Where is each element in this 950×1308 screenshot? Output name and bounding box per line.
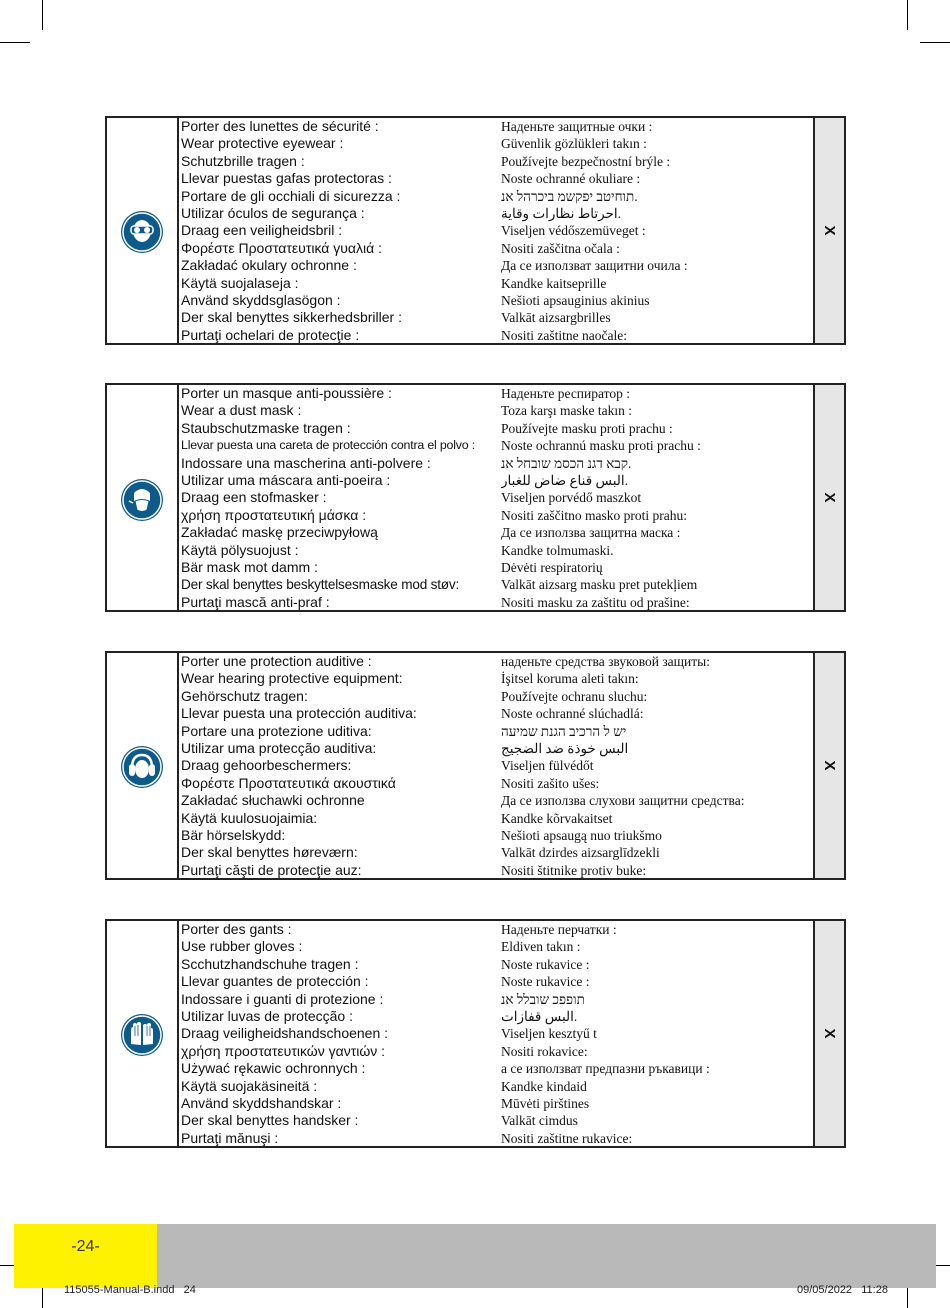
- safety-panel-gloves: [105, 919, 846, 1148]
- crop-mark: [42, 0, 43, 30]
- instruction-line: Llevar guantes de protección :: [181, 973, 369, 990]
- footer-bar: [14, 1224, 936, 1288]
- ear-protection-icon: [121, 746, 163, 788]
- instruction-line: Zakładać okulary ochronne :: [181, 257, 357, 274]
- instruction-line: Nositi zašito ušes:: [501, 775, 600, 791]
- dust-mask-icon: [121, 479, 163, 521]
- crop-mark: [907, 0, 908, 30]
- instructions-column-left: [181, 921, 501, 1147]
- x-mark: X: [821, 760, 838, 771]
- instruction-line: Llevar puesta una careta de protección contra el polvo :: [181, 438, 475, 453]
- instruction-line: Güvenlik gözlükleri takın :: [501, 136, 647, 152]
- instruction-line: Φορέστε Προστατευτικά ακουστικά: [181, 774, 396, 791]
- mark-cell: [813, 921, 844, 1146]
- instruction-line: Indossare i guanti di protezione :: [181, 990, 384, 1007]
- instructions-column-right: [501, 118, 817, 344]
- safety-panel-ear-protection: [105, 651, 846, 880]
- instruction-line: Bär mask mot damm :: [181, 558, 318, 575]
- instruction-line: Valkāt dzirdes aizsarglīdzekli: [501, 845, 660, 861]
- instruction-line: Да се използват защитни очила :: [501, 258, 688, 274]
- instruction-line: Purtaţi ochelari de protecţie :: [181, 326, 360, 343]
- instruction-line: Viseljen védőszemüveget :: [501, 223, 646, 239]
- x-mark: X: [821, 1028, 838, 1039]
- instruction-line: Mūvėti pirštines: [501, 1095, 590, 1111]
- instruction-line: Käytä kuulosuojaimia:: [181, 809, 318, 826]
- protective-gloves-icon: [121, 1014, 163, 1056]
- instruction-line: Наденьте перчатки :: [501, 922, 617, 937]
- instruction-line: Indossare una mascherina anti-polvere :: [181, 454, 431, 471]
- instruction-line: Draag een veiligheidsbril :: [181, 222, 343, 239]
- instruction-line: Nositi zaštitne naočale:: [501, 327, 627, 343]
- instruction-line: Nositi masku za zaštitu od prašine:: [501, 594, 690, 610]
- instruction-line: יש ל הרכיב הגנת שמיעה: [501, 723, 627, 739]
- instruction-line: Schutzbrille tragen :: [181, 152, 305, 169]
- instruction-line: Wear protective eyewear :: [181, 135, 344, 152]
- icon-cell: [107, 118, 179, 343]
- instruction-line: Draag een stofmasker :: [181, 489, 327, 506]
- instruction-line: Nositi rokavice:: [501, 1043, 588, 1059]
- instruction-line: Φορέστε Προστατευτικά γυαλιά :: [181, 239, 383, 256]
- instruction-line: Porter une protection auditive :: [181, 653, 372, 669]
- instruction-line: Kandke kindaid: [501, 1078, 587, 1094]
- instruction-line: Wear a dust mask :: [181, 402, 302, 419]
- mark-cell: [813, 118, 844, 343]
- instruction-line: Noste rukavice :: [501, 956, 590, 972]
- instruction-line: Valkāt aizsarg masku pret putekļiem: [501, 577, 698, 593]
- instructions-column-right: [501, 653, 817, 879]
- instruction-line: Noste rukavice :: [501, 974, 590, 990]
- x-mark: X: [821, 492, 838, 503]
- instruction-line: Kandke kaitseprille: [501, 275, 607, 291]
- instruction-line: Gehörschutz tragen:: [181, 687, 308, 704]
- instruction-line: Portare de gli occhiali di sicurezza :: [181, 187, 401, 204]
- page-number: -24-: [71, 1238, 100, 1255]
- page-number-box: [14, 1224, 157, 1288]
- instruction-line: Staubschutzmaske tragen :: [181, 419, 351, 436]
- safety-panel-dust-mask: [105, 383, 846, 612]
- instruction-line: Kandke kõrvakaitset: [501, 810, 613, 826]
- instruction-line: Purtaţi mască anti-praf :: [181, 593, 330, 610]
- instruction-line: Käytä pölysuojust :: [181, 541, 299, 558]
- instruction-line: البس قفازات.: [501, 1008, 578, 1024]
- instruction-line: Porter un masque anti-poussière :: [181, 385, 392, 401]
- instruction-line: Používejte ochranu sluchu:: [501, 688, 648, 704]
- instruction-line: Zakładać maskę przeciwpyłową: [181, 524, 378, 541]
- instruction-line: Noste ochranné okuliare :: [501, 171, 641, 187]
- instruction-line: Llevar puesta una protección auditiva:: [181, 705, 417, 722]
- instruction-line: Porter des lunettes de sécurité :: [181, 118, 379, 134]
- instruction-line: תוחיטב יפקשמ ביכרהל אנ.: [501, 188, 638, 204]
- slug-date: 09/05/2022 11:28: [797, 1284, 888, 1296]
- instruction-line: Utilizar luvas de protecção :: [181, 1007, 353, 1024]
- instruction-line: Viseljen kesztyű t: [501, 1026, 597, 1042]
- instruction-line: Да се използва защитна маска :: [501, 525, 681, 541]
- instruction-line: χρήση προστατευτικών γαντιών :: [181, 1042, 386, 1059]
- instruction-line: احرتاط نظارات وقاية.: [501, 205, 622, 221]
- instruction-line: Der skal benyttes sikkerhedsbriller :: [181, 309, 402, 326]
- instruction-line: наденьте средства звуковой защиты:: [501, 654, 711, 669]
- instruction-line: Toza karşı maske takın :: [501, 403, 633, 419]
- instruction-line: Porter des gants :: [181, 921, 292, 937]
- instruction-line: а се използват предпазни ръкавици :: [501, 1061, 710, 1077]
- slug-file: 115055-Manual-B.indd 24: [64, 1284, 196, 1296]
- instruction-line: Scchutzhandschuhe tragen :: [181, 955, 359, 972]
- instruction-line: χρήση προστατευτική μάσκα :: [181, 506, 367, 523]
- crop-mark: [0, 42, 30, 43]
- instructions-column-left: [181, 653, 501, 879]
- instruction-line: Viseljen fülvédőt: [501, 758, 594, 774]
- instructions-column-left: [181, 385, 501, 611]
- instruction-line: البس خوذة ضد الضجيج: [501, 740, 629, 756]
- instructions-column-right: [501, 385, 817, 611]
- instruction-line: Zakładać słuchawki ochronne: [181, 792, 365, 809]
- instruction-line: Używać rękawic ochronnych :: [181, 1060, 366, 1077]
- x-mark: X: [821, 225, 838, 236]
- instruction-line: תופפכ שובלל אנ: [501, 991, 585, 1007]
- instruction-line: Wear hearing protective equipment:: [181, 670, 403, 687]
- instruction-line: Draag veiligheidshandschoenen :: [181, 1025, 389, 1042]
- instruction-line: Nešioti apsauginius akinius: [501, 292, 650, 308]
- instruction-line: Viseljen porvédő maszkot: [501, 490, 642, 506]
- instruction-line: Наденьте респиратор :: [501, 386, 630, 401]
- instruction-line: Portare una protezione uditiva:: [181, 722, 372, 739]
- safety-goggles-icon: [121, 211, 163, 253]
- mark-cell: [813, 653, 844, 878]
- instruction-line: Använd skyddshandskar :: [181, 1094, 342, 1111]
- instruction-line: Kandke tolmumaski.: [501, 542, 614, 558]
- instructions-column-right: [501, 921, 817, 1147]
- instruction-line: Der skal benyttes høreværn:: [181, 844, 358, 861]
- icon-cell: [107, 921, 179, 1146]
- instruction-line: Eldiven takın :: [501, 939, 581, 955]
- instruction-line: Der skal benyttes handsker :: [181, 1112, 359, 1129]
- instruction-line: Да се използва слухови защитни средства:: [501, 793, 745, 809]
- instruction-line: Valkāt aizsargbrilles: [501, 310, 611, 326]
- mark-cell: [813, 385, 844, 610]
- instruction-line: Dėvėti respiratorių: [501, 559, 603, 575]
- instruction-line: Noste ochrannú masku proti prachu :: [501, 438, 701, 454]
- instruction-line: البس قناع ضاض للغبار.: [501, 472, 629, 488]
- instruction-line: Draag gehoorbeschermers:: [181, 757, 352, 774]
- instruction-line: Llevar puestas gafas protectoras :: [181, 170, 392, 187]
- instruction-line: Der skal benyttes beskyttelsesmaske mod støv:: [181, 577, 460, 593]
- instruction-line: Purtaţi căşti de protecţie auz:: [181, 861, 362, 878]
- instruction-line: Наденьте защитные очки :: [501, 119, 653, 134]
- instruction-line: Utilizar uma protecção auditiva:: [181, 739, 377, 756]
- instruction-line: Nositi zaštitne rukavice:: [501, 1130, 633, 1146]
- instruction-line: Utilizar óculos de segurança :: [181, 204, 365, 221]
- instruction-line: Använd skyddsglasögon :: [181, 291, 341, 308]
- instruction-line: Käytä suojakäsineitä :: [181, 1077, 318, 1094]
- instruction-line: Use rubber gloves :: [181, 938, 303, 955]
- instruction-line: Nositi zaščitna očala :: [501, 240, 620, 256]
- instruction-line: Käytä suojalaseja :: [181, 274, 299, 291]
- instruction-line: Noste ochranné slúchadlá:: [501, 706, 644, 722]
- instruction-line: Nešioti apsaugą nuo triukšmo: [501, 827, 662, 843]
- safety-panel-goggles: [105, 116, 846, 345]
- instruction-line: Valkāt cimdus: [501, 1113, 578, 1129]
- instruction-line: Nositi štitnike protiv buke:: [501, 862, 647, 878]
- instruction-line: קבא דגנ הכסמ שובחל אנ.: [501, 455, 632, 471]
- instruction-line: İşitsel koruma aleti takın:: [501, 671, 639, 687]
- instruction-line: Utilizar uma máscara anti-poeira :: [181, 471, 391, 488]
- instruction-line: Používejte bezpečnostní brýle :: [501, 153, 671, 169]
- instruction-line: Nositi zaščitno masko proti prahu:: [501, 507, 687, 523]
- crop-mark: [920, 42, 950, 43]
- instruction-line: Bär hörselskydd:: [181, 826, 286, 843]
- instruction-line: Používejte masku proti prachu :: [501, 420, 673, 436]
- icon-cell: [107, 653, 179, 878]
- icon-cell: [107, 385, 179, 610]
- instructions-column-left: [181, 118, 501, 344]
- instruction-line: Purtaţi mănuşi :: [181, 1129, 279, 1146]
